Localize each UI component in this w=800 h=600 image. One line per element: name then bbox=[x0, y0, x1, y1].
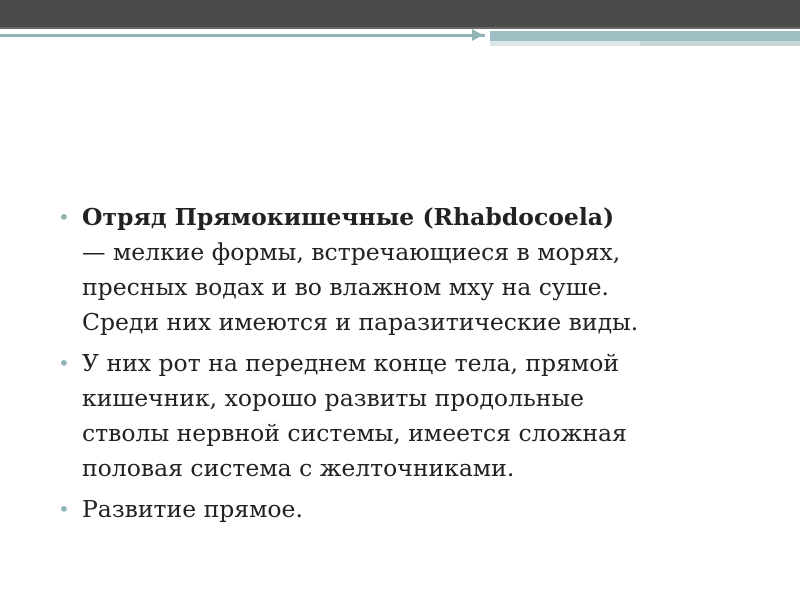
bullet-line: У них рот на переднем конце тела, прямой bbox=[82, 349, 620, 377]
bullet-text bbox=[82, 200, 748, 340]
bullet-title: Отряд Прямокишечные (Rhabdocoela) bbox=[82, 203, 615, 231]
bullet-item-2 bbox=[58, 346, 748, 486]
bullet-item-3 bbox=[58, 492, 748, 527]
bullet-line: кишечник, хорошо развиты продольные bbox=[82, 384, 585, 412]
bullet-line: половая система с желточниками. bbox=[82, 454, 515, 482]
accent-strip-right-light-2 bbox=[640, 41, 800, 46]
bullet-line: — мелкие формы, встречающиеся в морях, bbox=[82, 238, 621, 266]
accent-triangle-icon bbox=[472, 29, 483, 41]
slide-content bbox=[58, 200, 748, 533]
accent-strip-left bbox=[0, 34, 485, 37]
bullet-dot-icon: • bbox=[58, 205, 70, 229]
accent-strip-right-light bbox=[490, 41, 640, 46]
bullet-line: Развитие прямое. bbox=[82, 495, 303, 523]
top-bar bbox=[0, 0, 800, 27]
top-bar-shade bbox=[0, 27, 800, 29]
bullet-dot-icon: • bbox=[58, 351, 70, 375]
bullet-line: пресных водах и во влажном мху на суше. bbox=[82, 273, 609, 301]
bullet-dot-icon: • bbox=[58, 497, 70, 521]
bullet-text bbox=[82, 492, 748, 527]
bullet-line: стволы нервной системы, имеется сложная bbox=[82, 419, 627, 447]
bullet-line: Среди них имеются и паразитические виды. bbox=[82, 308, 639, 336]
accent-strip-right bbox=[490, 31, 800, 41]
bullet-item-1 bbox=[58, 200, 748, 340]
bullet-text bbox=[82, 346, 748, 486]
